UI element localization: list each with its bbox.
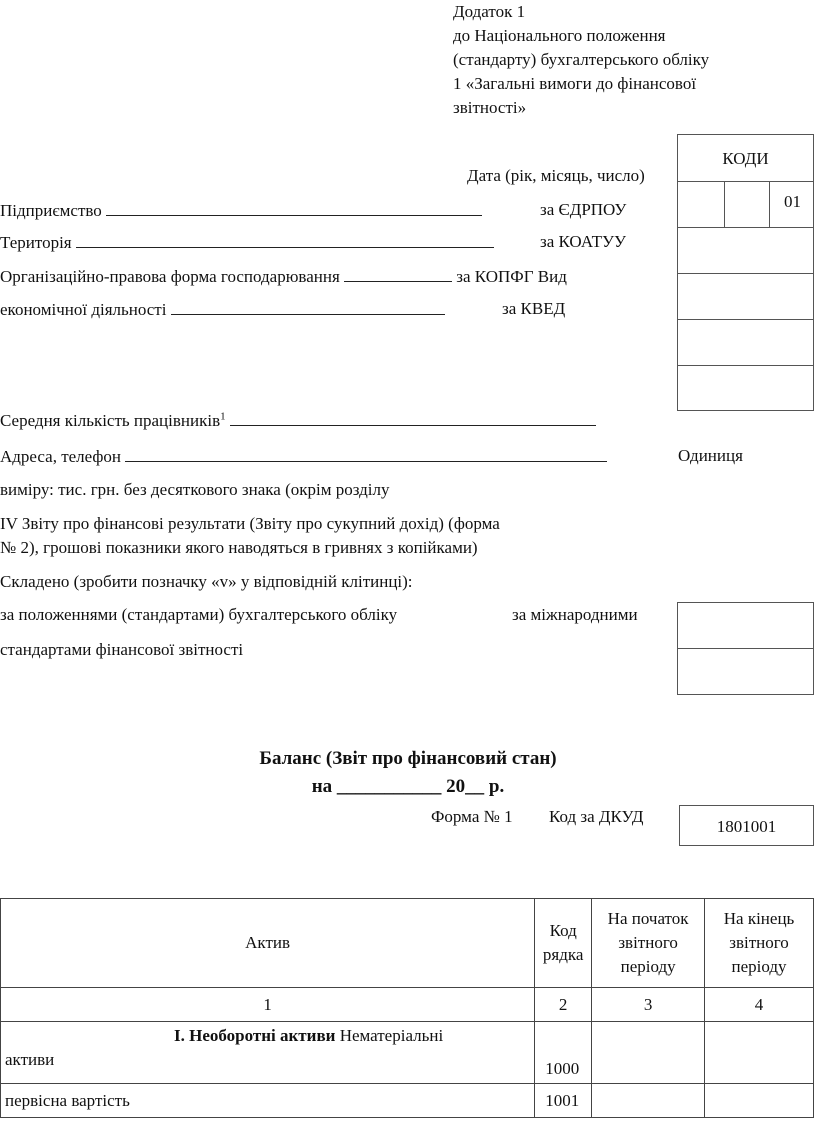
appendix-line: (стандарту) бухгалтерського обліку [453,50,710,69]
checkbox-intl-standards[interactable] [677,648,814,695]
enterprise-field[interactable] [106,200,482,216]
row-end-value[interactable] [705,1084,814,1118]
balance-title: Баланс (Звіт про фінансовий стан) [259,748,557,769]
code-cell-edrpou[interactable] [678,227,813,273]
territory-field[interactable] [76,232,494,248]
header-line: періоду [731,957,787,976]
address-field[interactable] [125,446,607,462]
header-line: звітного [729,933,789,952]
row-code: 1001 [535,1084,592,1118]
employees-field[interactable] [230,410,596,426]
section-rest: Нематеріальні [339,1026,444,1045]
date-cells [678,181,813,228]
header-start [592,899,705,988]
appendix-line: 1 «Загальні вимоги до фінансової [453,74,697,93]
activity-row [0,299,445,320]
header-line: періоду [620,957,676,976]
activity-field[interactable] [171,299,445,315]
checkbox-national-standards[interactable] [677,602,814,649]
row-label: первісна вартість [1,1084,535,1118]
address-label: Адреса, телефон [0,447,122,466]
territory-row [0,232,494,253]
appendix-line: Додаток 1 [453,2,526,21]
territory-label: Територія [0,233,72,252]
edrpou-label: за ЄДРПОУ [540,200,627,219]
date-label: Дата (рік, місяць, число) [467,166,645,185]
unit-label: Одиниця [678,446,743,465]
dkud-label: Код за ДКУД [549,807,644,826]
enterprise-row [0,200,482,221]
table-number-row [1,988,814,1022]
section-line2: активи [5,1050,55,1069]
address-row [0,446,607,467]
header-code [535,899,592,988]
col-number: 4 [705,988,814,1022]
code-cell-koatuu[interactable] [678,273,813,319]
codes-header: КОДИ [722,149,769,168]
activity-label: економічної діяльності [0,300,167,319]
section-title: І. Необоротні активи [174,1026,336,1045]
row-label [1,1022,535,1084]
date-cell-year[interactable] [678,182,725,228]
by-standards-label: за положеннями (стандартами) бухгалтерського обліку [0,605,398,624]
employees-label: Середня кількість працівників [0,411,221,430]
enterprise-label: Підприємство [0,201,102,220]
row-code: 1000 [535,1022,592,1084]
code-cell-kved[interactable] [678,365,813,411]
employees-row [0,410,596,431]
unit-text-3: № 2), грошові показники якого наводяться в гривнях з копійками) [0,538,478,557]
header-line: Код [549,921,577,940]
table-row [1,1084,814,1118]
appendix-line: до Національного положення [453,26,666,45]
footnote-mark: 1 [220,410,226,423]
intl-label: за міжнародними [512,605,638,624]
balance-date: на ___________ 20__ р. [311,776,505,797]
unit-text-2: IV Звіту про фінансові результати (Звіту про сукупний дохід) (форма [0,514,500,533]
col-number: 1 [1,988,535,1022]
row-start-value[interactable] [592,1084,705,1118]
header-line: На кінець [723,909,795,928]
header-line: На початок [607,909,689,928]
header-asset: Актив [1,899,535,988]
row-end-value[interactable] [705,1022,814,1084]
row-start-value[interactable] [592,1022,705,1084]
balance-table [0,898,814,1118]
kved-label: за КВЕД [502,299,566,318]
section-heading [174,1026,443,1046]
kopfg-label: за КОПФГ Вид [456,267,567,286]
date-cell-month[interactable] [724,182,770,228]
intl-label-2: стандартами фінансової звітності [0,640,244,659]
unit-text-1: виміру: тис. грн. без десяткового знака (окрім розділу [0,480,390,499]
col-number: 2 [535,988,592,1022]
compiled-label: Складено (зробити позначку «v» у відповідній клітинці): [0,572,413,591]
col-number: 3 [592,988,705,1022]
org-form-field[interactable] [344,266,452,282]
codes-box [677,134,814,411]
form-number: Форма № 1 [431,807,513,826]
header-end [705,899,814,988]
table-row [1,1022,814,1084]
org-form-row [0,266,567,287]
koatuu-label: за КОАТУУ [540,232,627,251]
code-cell-kopfg[interactable] [678,319,813,365]
date-cell-day: 01 [784,192,801,211]
appendix-note [453,0,709,120]
header-line: рядка [542,945,584,964]
header-line: звітного [618,933,678,952]
table-header-row [1,899,814,988]
dkud-code: 1801001 [716,817,777,836]
appendix-line: звітності» [453,98,527,117]
dkud-code-box [679,805,814,846]
org-form-label: Організаційно-правова форма господарювання [0,267,340,286]
